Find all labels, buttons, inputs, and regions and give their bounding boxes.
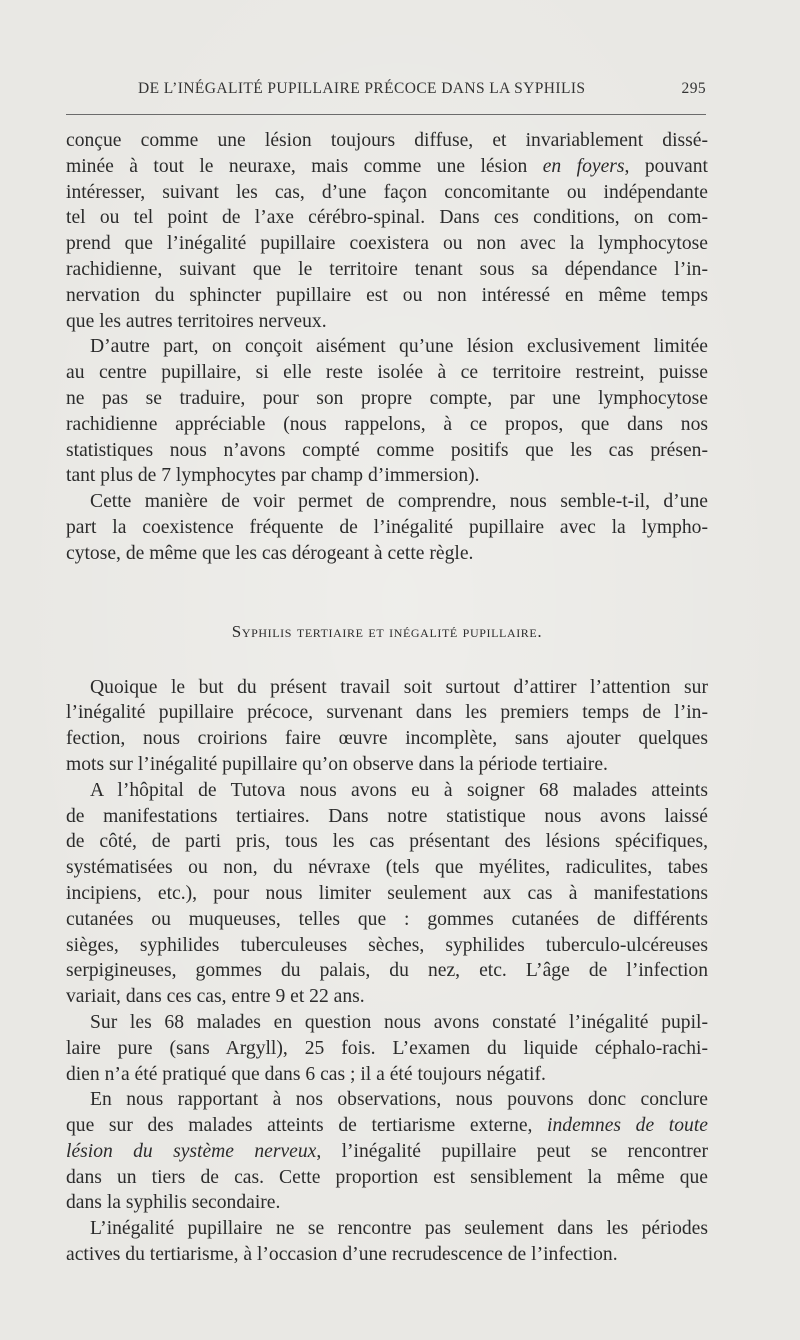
paragraph-3 (66, 489, 708, 566)
body-text (66, 128, 708, 1268)
text-line: cytose, de même que les cas dérogeant à cette règle. (66, 542, 474, 564)
text-line: En nous rapportant à nos observations, nous pouvons donc conclure (90, 1089, 708, 1111)
text-line: D’autre part, on conçoit aisément qu’une lésion exclusivement limitée (90, 336, 708, 358)
header-rule (66, 114, 706, 115)
text-line: intéresser, suivant les cas, d’une façon concomitante ou indépendante (66, 181, 708, 203)
text-line: Cette manière de voir permet de comprendre, nous semble-t-il, d’une (90, 491, 708, 513)
italic-run: indemnes de toute (547, 1115, 708, 1137)
text-line: prend que l’inégalité pupillaire coexistera ou non avec la lymphocytose (66, 233, 708, 255)
text-run: que sur des malades atteints de tertiarisme externe, (66, 1115, 548, 1137)
paragraph-8 (66, 1216, 708, 1268)
text-line: A l’hôpital de Tutova nous avons eu à soigner 68 malades atteints (90, 779, 708, 801)
text-line: de côté, de parti pris, tous les cas présentant des lésions spécifiques, (66, 831, 708, 853)
italic-run: en foyers (542, 155, 625, 177)
text-line: dien n’a été pratiqué que dans 6 cas ; il a été toujours négatif. (66, 1063, 546, 1085)
text-run: , pouvant (624, 155, 708, 177)
paragraph-2 (66, 334, 708, 489)
text-line: incipiens, etc.), pour nous limiter seulement aux cas à manifestations (66, 882, 708, 904)
text-line: laire pure (sans Argyll), 25 fois. L’examen du liquide céphalo-rachi- (66, 1037, 708, 1059)
text-line: tel ou tel point de l’axe cérébro-spinal. Dans ces conditions, on com- (66, 207, 708, 229)
text-line: systématisées ou non, du névraxe (tels que myélites, radiculites, tabes (66, 857, 708, 879)
text-line: nervation du sphincter pupillaire est ou non intéressé en même temps (66, 284, 708, 306)
text-line: l’inégalité pupillaire précoce, survenant dans les premiers temps de l’in- (66, 702, 708, 724)
text-line: variait, dans ces cas, entre 9 et 22 ans. (66, 986, 365, 1008)
section-title: Syphilis tertiaire et inégalité pupillaire. (231, 621, 543, 641)
text-line: mots sur l’inégalité pupillaire qu’on observe dans la période tertiaire. (66, 753, 608, 775)
text-line: rachidienne, suivant que le territoire tenant sous sa dépendance l’in- (66, 258, 708, 280)
text-run: , l’inégalité pupillaire peut se rencontrer (316, 1140, 708, 1162)
text-line: actives du tertiarisme, à l’occasion d’une recrudescence de l’infection. (66, 1244, 618, 1266)
text-line: tant plus de 7 lymphocytes par champ d’immersion). (66, 465, 480, 487)
text-line: ne pas se traduire, pour son propre compte, par une lymphocytose (66, 387, 708, 409)
italic-run: lésion du système nerveux (66, 1140, 317, 1162)
text-line: rachidienne appréciable (nous rappelons, à ce propos, que dans nos (66, 413, 708, 435)
text-line (66, 1139, 708, 1165)
paragraph-1 (66, 128, 708, 334)
paragraph-4 (66, 675, 708, 778)
text-line (66, 1113, 708, 1139)
running-header (66, 80, 706, 102)
text-line: Quoique le but du présent travail soit surtout d’attirer l’attention sur (90, 676, 708, 698)
paragraph-7 (66, 1087, 708, 1216)
text-run: minée à tout le neuraxe, mais comme une lésion (66, 155, 543, 177)
text-line: dans la syphilis secondaire. (66, 1192, 281, 1214)
text-line: Sur les 68 malades en question nous avons constaté l’inégalité pupil- (90, 1011, 708, 1033)
text-line: au centre pupillaire, si elle reste isolée à ce territoire restreint, puisse (66, 362, 708, 384)
text-line: serpigineuses, gommes du palais, du nez, etc. L’âge de l’infection (66, 960, 708, 982)
text-line: sièges, syphilides tuberculeuses sèches, syphilides tuberculo-ulcéreuses (66, 934, 708, 956)
text-line: fection, nous croirions faire œuvre incomplète, sans ajouter quelques (66, 728, 708, 750)
text-line: de manifestations tertiaires. Dans notre statistique nous avons laissé (66, 805, 708, 827)
paragraph-6 (66, 1010, 708, 1087)
text-line: L’inégalité pupillaire ne se rencontre pas seulement dans les périodes (90, 1218, 708, 1240)
text-line: que les autres territoires nerveux. (66, 310, 327, 332)
page-number: 295 (681, 80, 706, 97)
text-line: statistiques nous n’avons compté comme positifs que les cas présen- (66, 439, 708, 461)
text-line: part la coexistence fréquente de l’inégalité pupillaire avec la lympho- (66, 516, 708, 538)
text-line: conçue comme une lésion toujours diffuse, et invariablement dissé- (66, 130, 708, 151)
text-line (66, 154, 708, 180)
text-line: cutanées ou muqueuses, telles que : gommes cutanées de différents (66, 908, 708, 930)
paragraph-5 (66, 778, 708, 1010)
text-line: dans un tiers de cas. Cette proportion est sensiblement la même que (66, 1166, 708, 1188)
running-title: DE L’INÉGALITÉ PUPILLAIRE PRÉCOCE DANS LA SYPHILIS (138, 80, 586, 97)
